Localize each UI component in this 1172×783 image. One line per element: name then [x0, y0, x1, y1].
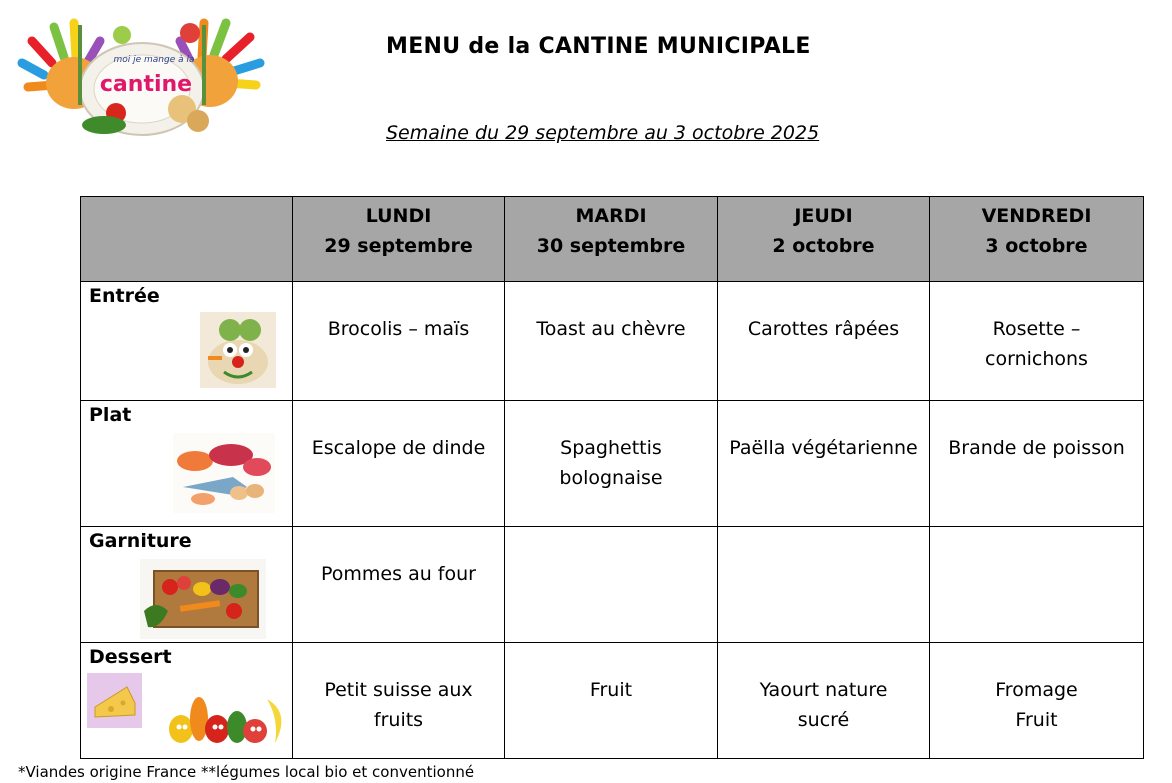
row-label: Plat: [89, 404, 132, 426]
footnote: *Viandes origine France **légumes local bio et conventionné: [18, 763, 475, 781]
fruit-characters-image: [167, 689, 291, 747]
menu-row-entree: [81, 282, 1144, 401]
cell-line: bolognaise: [559, 467, 663, 489]
cell-line: Carottes râpées: [747, 318, 900, 340]
day-name: MARDI: [575, 205, 647, 227]
row-header-dessert: [81, 643, 293, 759]
cell-line: Pommes au four: [321, 563, 476, 585]
cell-line: Fruit: [589, 679, 633, 701]
cell-line: cornichons: [985, 348, 1088, 370]
cell-line: Escalope de dinde: [311, 437, 486, 459]
header-corner: [81, 197, 293, 282]
menu-cell: [930, 401, 1144, 527]
day-header-jeudi: [718, 197, 930, 282]
cheese-image: [87, 673, 142, 728]
cell-line: Petit suisse aux: [324, 679, 473, 701]
cell-line: Toast au chèvre: [536, 318, 686, 340]
menu-cell: [293, 401, 505, 527]
day-date: 2 octobre: [772, 235, 875, 257]
menu-row-plat: [81, 401, 1144, 527]
header-row: [81, 197, 1144, 282]
day-header-vendredi: [930, 197, 1144, 282]
menu-cell: [718, 401, 930, 527]
cell-line: Fruit: [1015, 709, 1058, 731]
menu-cell: [505, 643, 718, 759]
logo-text-top: moi je mange à la: [113, 55, 195, 65]
menu-cell: [930, 527, 1144, 643]
menu-row-garniture: [81, 527, 1144, 643]
menu-cell: [505, 282, 718, 401]
salad-face-image: [200, 312, 276, 388]
menu-cell: [293, 527, 505, 643]
cell-line: Brocolis – maïs: [327, 318, 470, 340]
vegetable-crate-image: [140, 559, 266, 639]
meat-fish-eggs-image: [173, 433, 275, 513]
cell-line: Fromage: [995, 679, 1078, 701]
day-header-lundi: [293, 197, 505, 282]
day-header-mardi: [505, 197, 718, 282]
cell-line: Yaourt nature: [759, 679, 888, 701]
menu-cell: [718, 643, 930, 759]
page-title: MENU de la CANTINE MUNICIPALE: [386, 34, 811, 59]
day-date: 3 octobre: [985, 235, 1088, 257]
menu-cell: [505, 527, 718, 643]
row-label: Garniture: [89, 530, 192, 552]
menu-cell: [930, 643, 1144, 759]
week-subtitle: Semaine du 29 septembre au 3 octobre 2025: [386, 122, 820, 144]
logo-text-main: cantine: [99, 72, 193, 97]
day-name: VENDREDI: [981, 205, 1092, 227]
cell-line: Brande de poisson: [948, 437, 1125, 459]
cell-line: sucré: [797, 709, 850, 731]
day-date: 30 septembre: [536, 235, 686, 257]
menu-table: [80, 196, 1144, 759]
day-date: 29 septembre: [324, 235, 473, 257]
menu-cell: [293, 643, 505, 759]
row-header-garniture: [81, 527, 293, 643]
cell-line: fruits: [373, 709, 424, 731]
menu-cell: [718, 527, 930, 643]
menu-cell: [505, 401, 718, 527]
menu-cell: [930, 282, 1144, 401]
day-name: LUNDI: [365, 205, 432, 227]
cell-line: Spaghettis: [560, 437, 662, 459]
row-label: Entrée: [89, 285, 160, 307]
row-label: Dessert: [89, 646, 172, 668]
cantine-logo: [14, 5, 272, 139]
menu-row-dessert: [81, 643, 1144, 759]
row-header-plat: [81, 401, 293, 527]
day-name: JEUDI: [794, 205, 853, 227]
cell-line: Paëlla végétarienne: [729, 437, 918, 459]
menu-cell: [293, 282, 505, 401]
row-header-entree: [81, 282, 293, 401]
cell-line: Rosette –: [992, 318, 1081, 340]
menu-cell: [718, 282, 930, 401]
